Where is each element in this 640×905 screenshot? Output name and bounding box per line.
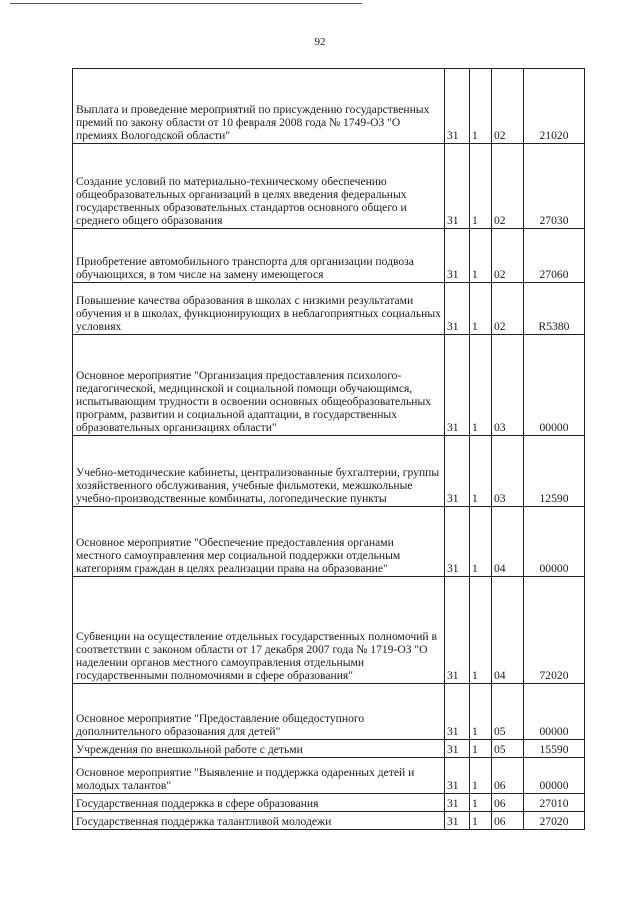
row-name: Субвенции на осуществление отдельных государственных полномочий в соответствии с законом области от 17 декабря 2007 года № 1719-ОЗ "О наделении органов местного самоуправления отдельными государственными полномочиями в сфере образования" — [73, 577, 445, 684]
table-row — [73, 436, 585, 507]
budget-classification-table — [72, 68, 585, 830]
table-row — [73, 69, 585, 144]
table-row — [73, 229, 585, 283]
subprogram-code: 1 — [470, 758, 492, 794]
program-code: 31 — [445, 740, 470, 758]
event-code: 04 — [492, 577, 524, 684]
subprogram-code: 1 — [470, 507, 492, 577]
subprogram-code: 1 — [470, 229, 492, 283]
table-row — [73, 794, 585, 812]
row-name: Приобретение автомобильного транспорта для организации подвоза обучающихся, в том числе на замену имеющегося — [73, 229, 445, 283]
program-code: 31 — [445, 436, 470, 507]
row-name: Государственная поддержка талантливой молодежи — [73, 812, 445, 830]
row-name: Повышение качества образования в школах с низкими результатами обучения и в школах, функционирующих в неблагоприятных социальных условиях — [73, 283, 445, 335]
event-code: 04 — [492, 507, 524, 577]
row-name: Основное мероприятие "Организация предоставления психолого-педагогической, медицинской и социальной помощи обучающимся, испытывающим трудности в освоении основных общеобразовательных программ, развитии и социальной адаптации, в государственных образовательных организациях области" — [73, 335, 445, 436]
event-code: 02 — [492, 283, 524, 335]
event-code: 03 — [492, 436, 524, 507]
program-code: 31 — [445, 144, 470, 229]
table-row — [73, 758, 585, 794]
program-code: 31 — [445, 812, 470, 830]
program-code: 31 — [445, 577, 470, 684]
subprogram-code: 1 — [470, 144, 492, 229]
program-code: 31 — [445, 69, 470, 144]
direction-code: R5380 — [524, 283, 585, 335]
subprogram-code: 1 — [470, 335, 492, 436]
program-code: 31 — [445, 758, 470, 794]
top-rule — [10, 3, 362, 4]
direction-code: 15590 — [524, 740, 585, 758]
row-name: Выплата и проведение мероприятий по присуждению государственных премий по закону области от 10 февраля 2008 года № 1749-ОЗ "О премиях Вологодской области" — [73, 69, 445, 144]
event-code: 06 — [492, 758, 524, 794]
event-code: 05 — [492, 684, 524, 740]
program-code: 31 — [445, 794, 470, 812]
table-row — [73, 740, 585, 758]
direction-code: 00000 — [524, 684, 585, 740]
subprogram-code: 1 — [470, 812, 492, 830]
row-name: Создание условий по материально-техническому обеспечению общеобразовательных организаций в целях введения федеральных государственных образовательных стандартов основного общего и среднего общего образования — [73, 144, 445, 229]
row-name: Учреждения по внешкольной работе с детьми — [73, 740, 445, 758]
subprogram-code: 1 — [470, 69, 492, 144]
page-number: 92 — [314, 36, 326, 48]
direction-code: 27010 — [524, 794, 585, 812]
direction-code: 27060 — [524, 229, 585, 283]
event-code: 02 — [492, 229, 524, 283]
direction-code: 27020 — [524, 812, 585, 830]
table-row — [73, 144, 585, 229]
row-name: Основное мероприятие "Обеспечение предоставления органами местного самоуправления мер социальной поддержки отдельным категориям граждан в целях реализации права на образование" — [73, 507, 445, 577]
row-name: Основное мероприятие "Выявление и поддержка одаренных детей и молодых талантов" — [73, 758, 445, 794]
table-row — [73, 507, 585, 577]
program-code: 31 — [445, 229, 470, 283]
row-name: Государственная поддержка в сфере образования — [73, 794, 445, 812]
direction-code: 27030 — [524, 144, 585, 229]
direction-code: 00000 — [524, 758, 585, 794]
table-row — [73, 684, 585, 740]
program-code: 31 — [445, 507, 470, 577]
program-code: 31 — [445, 335, 470, 436]
direction-code: 12590 — [524, 436, 585, 507]
event-code: 03 — [492, 335, 524, 436]
subprogram-code: 1 — [470, 577, 492, 684]
event-code: 02 — [492, 144, 524, 229]
row-name: Учебно-методические кабинеты, централизованные бухгалтерии, группы хозяйственного обслуживания, учебные фильмотеки, межшкольные учебно-производственные комбинаты, логопедические пункты — [73, 436, 445, 507]
row-name: Основное мероприятие "Предоставление общедоступного дополнительного образования для детей" — [73, 684, 445, 740]
event-code: 06 — [492, 812, 524, 830]
program-code: 31 — [445, 283, 470, 335]
event-code: 05 — [492, 740, 524, 758]
subprogram-code: 1 — [470, 794, 492, 812]
event-code: 02 — [492, 69, 524, 144]
table-row — [73, 577, 585, 684]
direction-code: 21020 — [524, 69, 585, 144]
subprogram-code: 1 — [470, 436, 492, 507]
direction-code: 72020 — [524, 577, 585, 684]
direction-code: 00000 — [524, 335, 585, 436]
subprogram-code: 1 — [470, 684, 492, 740]
direction-code: 00000 — [524, 507, 585, 577]
event-code: 06 — [492, 794, 524, 812]
program-code: 31 — [445, 684, 470, 740]
subprogram-code: 1 — [470, 283, 492, 335]
table-row — [73, 335, 585, 436]
table-row — [73, 283, 585, 335]
table-row — [73, 812, 585, 830]
subprogram-code: 1 — [470, 740, 492, 758]
